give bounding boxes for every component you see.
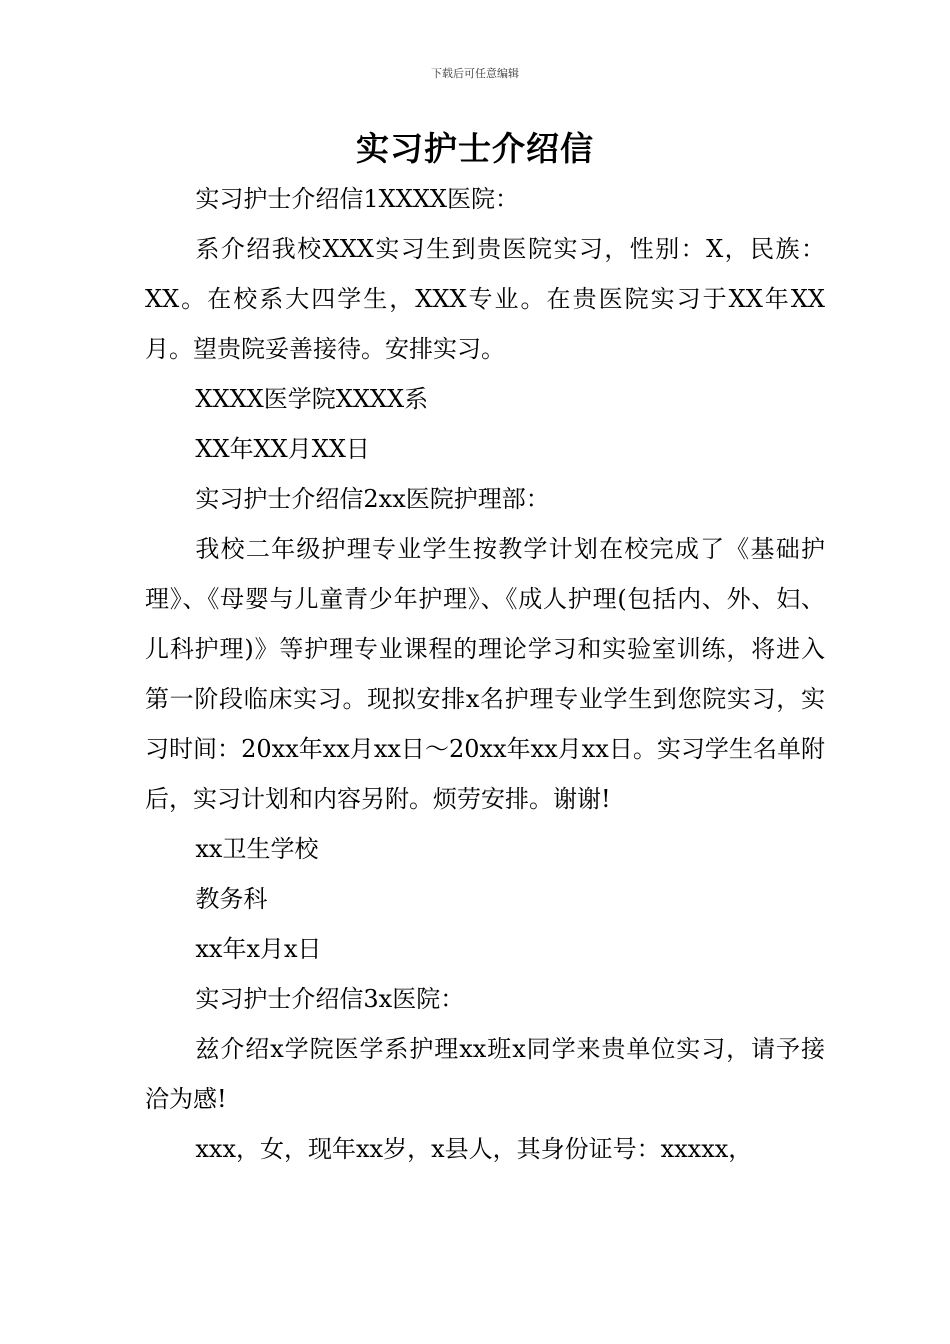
header-note: 下载后可任意编辑 <box>431 67 519 80</box>
paragraph-salutation-1: 实习护士介绍信1XXXX医院： <box>195 185 520 213</box>
paragraph-letter-1-date: XX年XX月XX日 <box>195 435 370 463</box>
paragraph-letter-3-details: xxx，女，现年xx岁，x县人，其身份证号：xxxxx， <box>195 1135 753 1163</box>
paragraph-letter-2-date: xx年x月x日 <box>195 935 322 963</box>
paragraph-letter-1-signature: XXXX医学院XXXX系 <box>195 385 429 413</box>
paragraph-letter-2-body: 我校二年级护理专业学生按教学计划在校完成了《基础护理》、《母婴与儿童青少年护理》、《成人护理(包括内、外、妇、儿科护理)》等护理专业课程的理论学习和实验室训练，将进入第一阶段临床实习。现拟安排x名护理专业学生到您院实习，实习时间：20xx年xx月xx日～20xx年xx月xx日。实习学生名单附后，实习计划和内容另附。烦劳安排。谢谢! <box>145 535 825 813</box>
paragraph-salutation-2: 实习护士介绍信2xx医院护理部： <box>195 485 550 513</box>
paragraph-letter-3-body: 兹介绍x学院医学系护理xx班x同学来贵单位实习，请予接洽为感! <box>145 1035 825 1113</box>
paragraph-letter-2-department: 教务科 <box>195 885 268 913</box>
paragraph-letter-1-body: 系介绍我校XXX实习生到贵医院实习，性别：X，民族：XX。在校系大四学生，XXX专业。在贵医院实习于XX年XX月。望贵院妥善接待。安排实习。 <box>145 235 825 363</box>
document-title: 实习护士介绍信 <box>356 129 594 168</box>
paragraph-letter-2-signature: xx卫生学校 <box>195 835 319 863</box>
paragraph-salutation-3: 实习护士介绍信3x医院： <box>195 985 465 1013</box>
document-body <box>145 174 825 1174</box>
